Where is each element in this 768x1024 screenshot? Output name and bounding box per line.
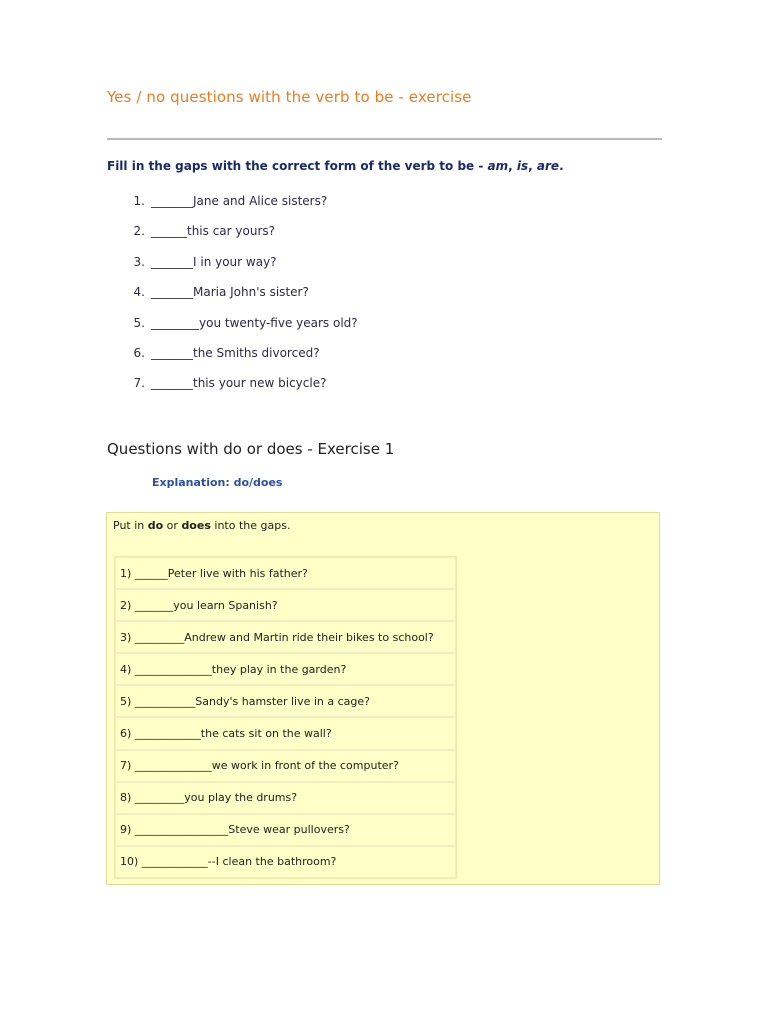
item-text: ________you twenty-five years old? [151,315,358,330]
list-item [107,222,358,252]
item-text: _______this your new bicycle? [151,376,327,391]
list-item [107,374,358,404]
exercise-box [106,512,660,885]
list-item [107,283,358,313]
table-cell: 4) ______________they play in the garden? [115,653,456,685]
table-row [115,685,456,717]
item-number: 7. [133,376,145,391]
section-heading: Questions with do or does - Exercise 1 [107,440,395,458]
box-instruction-do: do [147,519,164,532]
table-cell: 2) _______you learn Spanish? [115,589,456,621]
box-instruction-text: Put in [113,519,148,532]
instruction-separator: , [528,159,537,173]
table-row [115,621,456,653]
table-row [115,653,456,685]
exercise-instruction [107,159,564,173]
table-row [115,589,456,621]
item-text: ______this car yours? [151,224,276,239]
list-item [107,344,358,374]
table-cell: 1) ______Peter live with his father? [115,557,456,589]
item-number: 5. [133,315,145,330]
instruction-is: is [516,159,529,173]
instruction-end: . [559,159,564,173]
item-number: 2. [133,224,145,239]
list-item [107,192,358,222]
table-cell: 10) ____________--I clean the bathroom? [115,846,456,878]
table-cell: 3) _________Andrew and Martin ride their bikes to school? [115,621,456,653]
instruction-text: Fill in the gaps with the correct form of the verb to be - [107,159,488,173]
table-cell: 8) _________you play the drums? [115,782,456,814]
list-item [107,253,358,283]
table-cell: 5) ___________Sandy's hamster live in a cage? [115,685,456,717]
table-row [115,557,456,589]
question-table [114,556,457,879]
box-instruction-or: or [163,519,182,532]
item-number: 4. [133,285,145,300]
item-number: 3. [133,254,145,269]
instruction-am: am [487,159,509,173]
exercise-title: Yes / no questions with the verb to be - exercise [107,88,472,106]
table-row [115,717,456,749]
item-number: 6. [133,345,145,360]
list-item [107,314,358,344]
table-cell: 9) _________________Steve wear pullovers? [115,814,456,846]
table-row [115,846,456,878]
exercise-list [107,192,358,405]
instruction-are: are [536,159,560,173]
table-cell: 6) ____________the cats sit on the wall? [115,717,456,749]
divider [107,138,662,140]
item-number: 1. [133,194,145,208]
item-text: _______Maria John's sister? [151,285,309,300]
table-row [115,814,456,846]
box-instruction [113,519,290,532]
item-text: _______Jane and Alice sisters? [151,194,328,208]
item-text: _______I in your way? [151,254,277,269]
table-cell: 7) ______________we work in front of the computer? [115,750,456,782]
box-instruction-end: into the gaps. [210,519,291,532]
box-instruction-does: does [181,519,211,532]
instruction-separator: , [508,159,517,173]
table-row [115,782,456,814]
explanation-link[interactable]: Explanation: do/does [152,476,283,489]
item-text: _______the Smiths divorced? [151,345,320,360]
table-row [115,750,456,782]
